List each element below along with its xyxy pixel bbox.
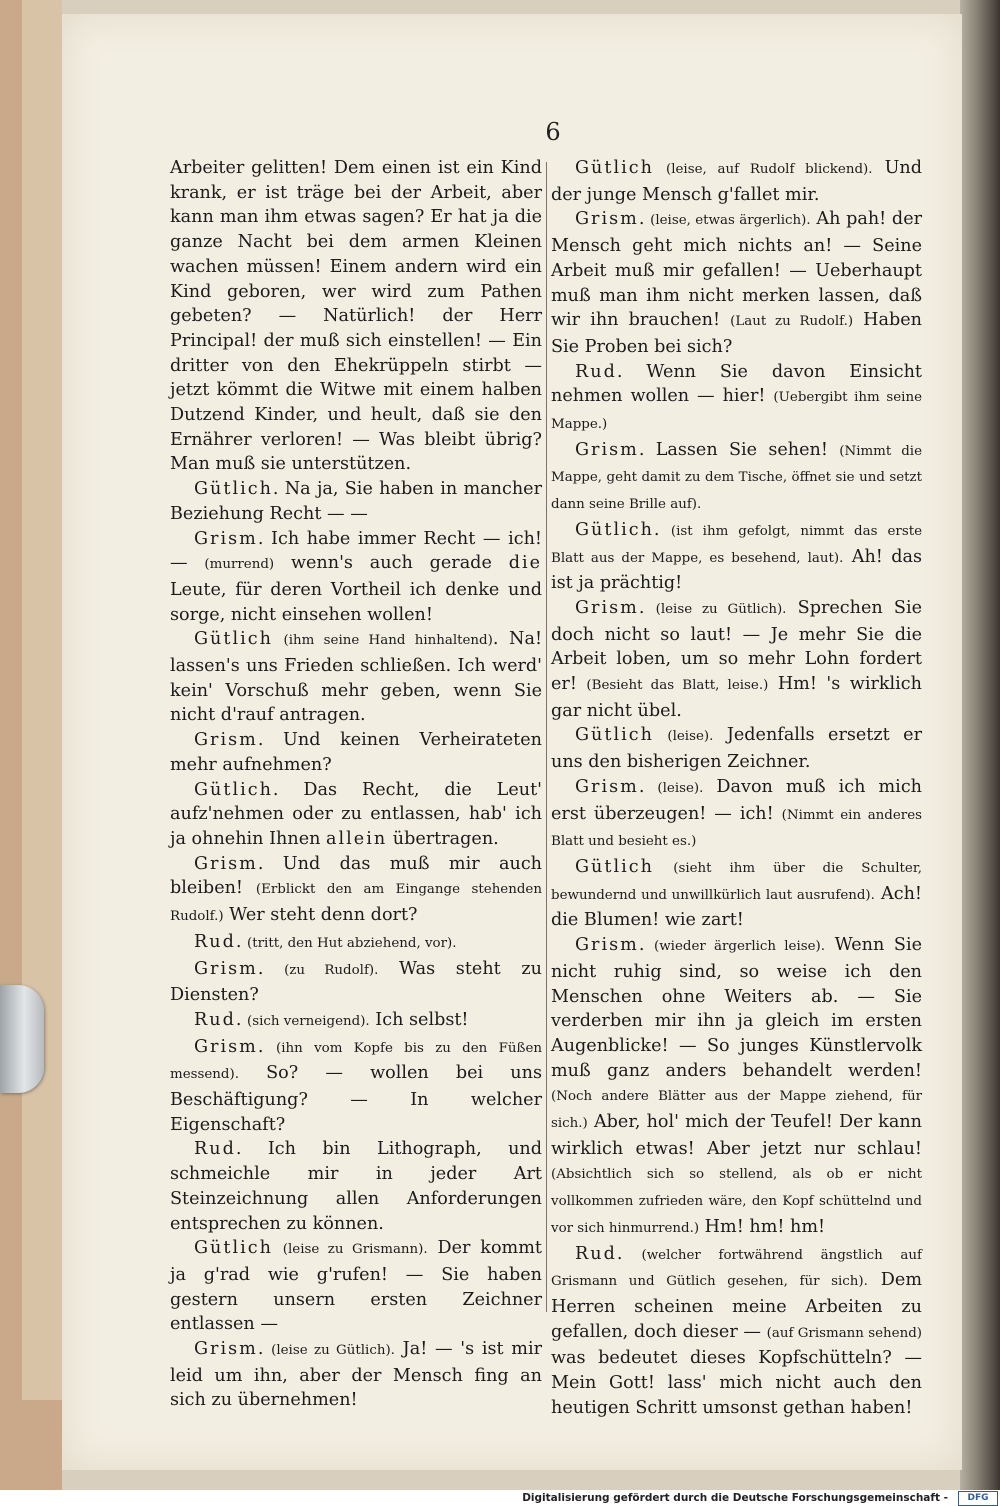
dialogue-text <box>654 158 666 178</box>
dialogue-text: Sprechen Sie doch nicht so laut! — Je mehr Sie die Arbeit loben, um so mehr Lohn fordert er! <box>551 597 923 695</box>
speaker-name: Grism <box>194 958 258 979</box>
dialogue-text: Der kommt ja g'rad wie g'rufen! — Sie haben gestern unsern ersten Zeichner entlassen — <box>170 1238 542 1335</box>
speaker-name: Rud <box>575 1243 617 1264</box>
dialogue-text: . Ich habe immer Recht — ich! — <box>170 528 542 574</box>
dialogue-text: . <box>638 209 651 230</box>
dialogue-text: Ja! — 's ist mir leid um ihn, aber der Mensch fing an sich zu übernehmen! <box>170 1339 543 1411</box>
speaker-name: Grism <box>194 1339 258 1360</box>
dialogue-text <box>273 629 284 649</box>
dialogue-text: Dem Herren scheinen meine Arbeiten zu gefallen, doch dieser — <box>551 1270 922 1342</box>
right-text-column <box>551 156 922 1420</box>
speaker-name: Gütlich <box>575 519 654 540</box>
dialogue-text: . <box>638 597 656 618</box>
stage-direction: (ist ihm gefolgt, nimmt das erste Blatt aus der Mappe, es besehend, laut). <box>551 523 922 566</box>
dialogue-text: . <box>257 958 285 979</box>
speaker-name: Grism <box>575 597 639 618</box>
dialogue-text: . Wenn Sie davon Einsicht nehmen wollen — hier! <box>551 361 922 407</box>
stage-direction: (ihn vom Kopfe bis zu den Füßen messend). <box>170 1040 542 1083</box>
paragraph <box>170 627 542 728</box>
paragraph <box>551 855 922 933</box>
speaker-name: Gütlich <box>194 779 273 800</box>
dialogue-text: Ach! die Blumen! wie zart! <box>551 883 922 931</box>
dialogue-text: Ich selbst! <box>369 1009 469 1030</box>
stage-direction: (leise, auf Rudolf blickend). <box>666 162 873 177</box>
dialogue-text: Aber, hol' mich der Teufel! Der kann wirklich etwas! Aber jetzt nur schlau! <box>551 1112 922 1159</box>
speaker-name: Grism <box>575 776 639 797</box>
dialogue-text: Haben Sie Proben bei sich? <box>551 310 922 357</box>
paragraph <box>551 518 922 596</box>
page-number: 6 <box>545 118 561 146</box>
speaker-name: Grism <box>194 1036 258 1057</box>
paragraph <box>170 778 542 852</box>
dialogue-text: Wer steht denn dort? <box>223 905 418 926</box>
speaker-name: Gütlich <box>194 1238 273 1259</box>
paragraph <box>551 775 922 855</box>
dialogue-text: wenn's auch gerade <box>274 553 509 574</box>
paragraph <box>551 933 922 1241</box>
paragraph <box>551 438 922 518</box>
stage-direction: (Laut zu Rudolf.) <box>730 314 854 330</box>
dialogue-text: Ah pah! der Mensch geht mich nichts an! — Seine Arbeit muß mir gefallen! — Ueberhaupt muß man ihm nicht merken lassen, daß wir ihn brauchen! <box>551 209 923 331</box>
right-binding-edge <box>960 0 1000 1490</box>
dialogue-text: . Na! lassen's uns Frieden schließen. Ich werd' kein' Vorschuß mehr geben, wenn Sie nicht d'rauf antragen. <box>170 629 543 726</box>
dialogue-text: . Und keinen Verheirateten mehr aufnehmen? <box>170 730 542 775</box>
stage-direction: (murrend) <box>204 557 275 573</box>
dialogue-text: übertragen. <box>387 828 499 849</box>
paragraph <box>170 1137 542 1236</box>
stage-direction: (Nimmt ein anderes Blatt und besieht es.) <box>551 807 922 850</box>
speaker-name: Rud <box>194 1139 236 1160</box>
dialogue-text: . Und das muß mir auch bleiben! <box>170 853 542 899</box>
stage-direction: (sieht ihm über die Schulter, bewundernd und unwillkürlich laut ausrufend). <box>551 860 923 903</box>
speaker-name: Grism <box>575 935 639 956</box>
dialogue-text: Ah! das ist ja prächtig! <box>551 546 922 594</box>
dialogue-text <box>654 725 667 745</box>
speaker-name: Gütlich <box>194 479 273 500</box>
stage-direction: (leise). <box>667 729 714 745</box>
dialogue-text: Davon muß ich mich erst überzeugen! — ich! <box>551 776 922 824</box>
stage-direction: (leise zu Grismann). <box>282 1242 428 1258</box>
paper-clip <box>0 985 44 1093</box>
paragraph <box>170 477 542 526</box>
dialogue-text <box>273 1238 283 1258</box>
stage-direction: (leise). <box>657 780 704 796</box>
dialogue-text: . Ich bin Lithograph, und schmeichle mir in jeder Art Steinzeichnung allen Anforderungen entsprechen zu können. <box>170 1139 542 1234</box>
speaker-name: Rud <box>194 1009 236 1030</box>
dialogue-text: . <box>638 935 654 956</box>
stage-direction: (leise zu Gütlich). <box>655 601 787 617</box>
stage-direction: (Besieht das Blatt, leise.) <box>586 678 769 694</box>
speaker-name: die <box>508 553 542 574</box>
dialogue-text: . Lassen Sie sehen! <box>638 439 840 460</box>
paragraph <box>170 1236 542 1337</box>
dialogue-text: . Na ja, Sie haben in mancher Beziehung Recht — — <box>170 479 542 524</box>
speaker-name: allein <box>326 828 388 849</box>
dfg-logo-icon: DFG <box>958 1491 998 1506</box>
dialogue-text: . <box>653 519 671 540</box>
dialogue-text: Und der junge Mensch g'fallet mir. <box>551 158 923 205</box>
speaker-name: Gütlich <box>194 629 273 650</box>
dialogue-text: . <box>257 1036 277 1057</box>
stage-direction: (Erblickt den am Eingange stehenden Rudolf.) <box>170 882 542 925</box>
dialogue-text: So? — wollen bei uns Beschäftigung? — In welcher Eigenschaft? <box>170 1063 542 1135</box>
paragraph <box>170 930 542 957</box>
paragraph <box>551 360 922 438</box>
paragraph <box>551 723 922 774</box>
dialogue-text: Leute, für deren Vortheil ich denke und sorge, nicht einsehen wollen! <box>170 579 542 625</box>
dialogue-text: . <box>235 1009 248 1030</box>
paragraph <box>170 728 542 777</box>
speaker-name: Rud <box>575 361 617 382</box>
dialogue-text: . <box>638 776 658 797</box>
stage-direction: (sich verneigend). <box>247 1013 370 1029</box>
stage-direction: (Nimmt die Mappe, geht damit zu dem Tische, öffnet sie und setzt dann seine Brille auf). <box>551 443 922 513</box>
speaker-name: Grism <box>194 730 258 751</box>
stage-direction: (Noch andere Blätter aus der Mappe ziehend, für sich.) <box>551 1089 922 1132</box>
dialogue-text: Was steht zu Diensten? <box>170 958 542 1006</box>
paragraph <box>170 1008 542 1035</box>
paragraph <box>551 1242 922 1421</box>
speaker-name: Grism <box>194 853 258 874</box>
dialogue-text: Hm! hm! hm! <box>699 1216 826 1237</box>
speaker-name: Grism <box>575 209 639 230</box>
speaker-name: Gütlich <box>575 856 654 877</box>
dialogue-text: Arbeiter gelitten! Dem einen ist ein Kind krank, er ist träge bei der Arbeit, aber kann man ihm etwas sagen? Er hat ja die ganze Nacht bei dem armen Kleinen wachen müssen! Einem andern wird ein Kind geboren, wer wird zum Pathen gebeten? — Natürlich! der Herr Principal! der muß sich einstellen! — Ein dritter von den Ehekrüppeln stirbt — jetzt kömmt die Witwe mit einem halben Dutzend Kinder, und heult, daß sie den Ernährer verloren! — Was bleibt übrig? Man muß sie unterstützen. <box>170 158 542 475</box>
column-divider <box>546 162 547 1312</box>
speaker-name: Grism <box>194 528 258 549</box>
stage-direction: (leise, etwas ärgerlich). <box>650 213 811 229</box>
dialogue-text <box>654 857 673 877</box>
paragraph <box>170 1337 542 1413</box>
stage-direction: (welcher fortwährend ängstlich auf Grismann und Gütlich gesehen, für sich). <box>551 1247 922 1290</box>
stage-direction: (ihm seine Hand hinhaltend) <box>283 633 493 649</box>
dialogue-text: Jedenfalls ersetzt er uns den bisherigen Zeichner. <box>551 725 923 773</box>
dialogue-text: . <box>616 1243 642 1264</box>
left-binding-board <box>0 0 62 1490</box>
paragraph <box>170 156 542 477</box>
paragraph <box>170 1035 542 1138</box>
stage-direction: (wieder ärgerlich leise). <box>654 939 826 955</box>
stage-direction: (Uebergibt ihm seine Mappe.) <box>551 390 922 433</box>
dialogue-text: Wenn Sie nicht ruhig sind, so weise ich den Menschen ohne Weiters ab. — Sie verderben mir ihn ja gleich im ersten Augenblicke! — So junges Künstlervolk muß ganz anders behandelt werden! <box>551 935 923 1081</box>
dialogue-text: Hm! 's wirklich gar nicht übel. <box>551 674 922 721</box>
speaker-name: Rud <box>194 931 236 952</box>
paragraph <box>551 596 922 724</box>
funding-credit: Digitalisierung gefördert durch die Deutsche Forschungsgemeinschaft - <box>522 1492 948 1504</box>
left-text-column <box>170 156 542 1413</box>
stage-direction: (zu Rudolf). <box>284 962 379 978</box>
paragraph <box>170 852 542 930</box>
stage-direction: (Absichtlich sich so stellend, als ob er nicht vollkommen zufrieden wäre, den Kopf schüttelnd und vor sich hinmurrend.) <box>551 1167 922 1236</box>
paragraph <box>551 156 922 207</box>
stage-direction: (leise zu Gütlich). <box>271 1343 395 1359</box>
paragraph <box>551 207 922 359</box>
dialogue-text: . <box>257 1339 272 1360</box>
stage-direction: (tritt, den Hut abziehend, vor). <box>247 935 457 951</box>
dialogue-text: . Das Recht, die Leut' aufz'nehmen oder zu entlassen, hab' ich ja ohnehin Ihnen <box>170 779 542 849</box>
stage-direction: (auf Grismann sehend) <box>766 1325 922 1341</box>
speaker-name: Gütlich <box>575 158 654 178</box>
paragraph <box>170 527 542 628</box>
paragraph <box>170 957 542 1008</box>
dialogue-text: . <box>235 931 248 952</box>
speaker-name: Gütlich <box>575 725 654 746</box>
speaker-name: Grism <box>575 439 639 460</box>
dialogue-text: was bedeutet dieses Kopfschütteln? — Mein Gott! lass' mich nicht auch den heutigen Schritt umsonst gethan haben! <box>551 1348 922 1418</box>
